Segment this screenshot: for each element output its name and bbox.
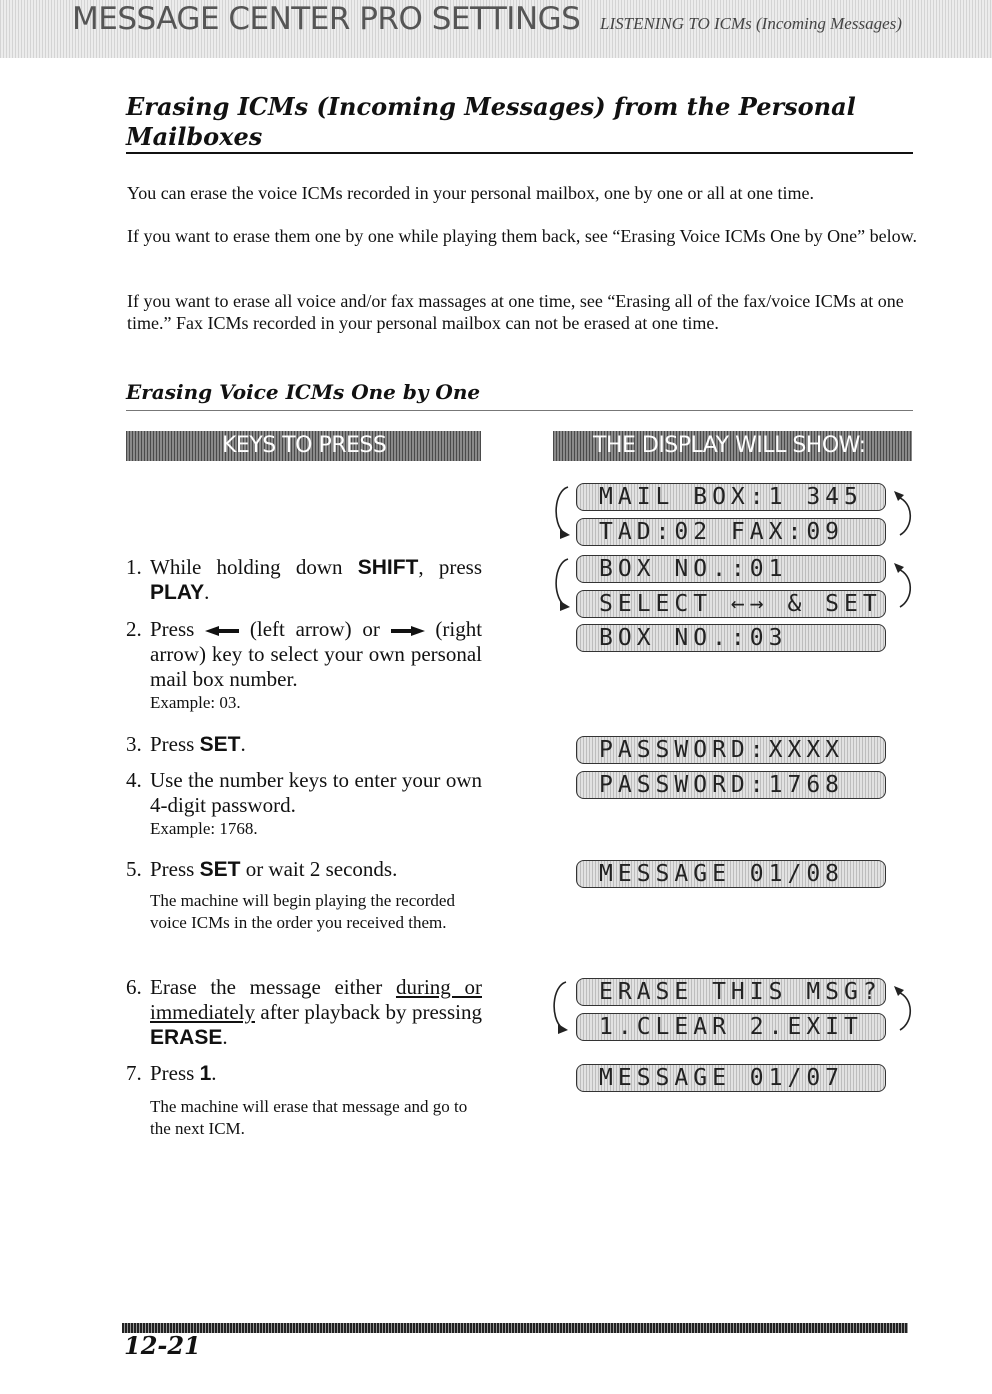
right-arrow-icon bbox=[391, 626, 425, 636]
step-1 bbox=[120, 555, 482, 605]
key-name: SHIFT bbox=[357, 556, 419, 579]
step-number: 6. bbox=[126, 975, 142, 999]
step-text: Erase the message either bbox=[150, 975, 396, 999]
key-name: 1 bbox=[199, 1062, 212, 1085]
subsection-title: Erasing Voice ICMs One by One bbox=[126, 380, 481, 404]
display-header-label: THE DISPLAY WILL SHOW: bbox=[593, 433, 866, 458]
cycle-arrow-right-icon bbox=[890, 555, 918, 619]
step-text: . bbox=[211, 1061, 217, 1085]
step-note: Example: 03. bbox=[150, 693, 241, 712]
key-name: SET bbox=[199, 858, 241, 881]
step-number: 5. bbox=[126, 857, 142, 881]
lcd-text: ERASE THIS MSG? bbox=[599, 979, 882, 1005]
step-text: Press bbox=[150, 617, 195, 641]
step-number: 7. bbox=[126, 1061, 142, 1085]
header-band bbox=[0, 0, 992, 58]
step-number: 3. bbox=[126, 732, 142, 756]
lcd-text: 1.CLEAR 2.EXIT bbox=[599, 1014, 863, 1040]
cycle-arrow-left-icon bbox=[548, 483, 574, 547]
lcd-display bbox=[576, 1013, 886, 1041]
lcd-text: BOX NO.:01 bbox=[599, 556, 788, 582]
lcd-text: BOX NO.:03 bbox=[599, 625, 788, 651]
step-text: (left arrow) or bbox=[249, 617, 380, 641]
lcd-text: TAD:02 FAX:09 bbox=[599, 519, 845, 545]
step-number: 4. bbox=[126, 768, 142, 792]
step-3 bbox=[120, 732, 482, 757]
header-subtitle: LISTENING TO ICMs (Incoming Messages) bbox=[600, 14, 902, 33]
lcd-text: MAIL BOX:1 345 bbox=[599, 484, 863, 510]
cycle-arrow-right-icon bbox=[890, 978, 918, 1042]
step-text: after playback by pressing bbox=[254, 1000, 482, 1024]
lcd-text: SELECT ←→ & SET bbox=[599, 591, 882, 617]
step-note: The machine will begin playing the recorded voice ICMs in the order you received them. bbox=[150, 891, 455, 932]
display-header bbox=[553, 431, 912, 461]
keys-header-label: KEYS TO PRESS bbox=[222, 433, 387, 458]
step-note: Example: 1768. bbox=[150, 819, 258, 838]
lcd-display bbox=[576, 555, 886, 583]
header-title: MESSAGE CENTER PRO SETTINGS bbox=[72, 1, 581, 37]
keys-to-press-header bbox=[126, 431, 481, 461]
step-text: . bbox=[204, 580, 210, 604]
step-text: . bbox=[222, 1025, 228, 1049]
cycle-arrow-left-icon bbox=[546, 978, 572, 1042]
step-6 bbox=[120, 975, 482, 1050]
section-title: Erasing ICMs (Incoming Messages) from the Personal Mailboxes bbox=[126, 92, 856, 151]
lcd-text: PASSWORD:1768 bbox=[599, 772, 845, 798]
cycle-arrow-right-icon bbox=[890, 483, 918, 547]
step-text-underlined: during or immediately bbox=[150, 975, 482, 1024]
step-text: Press bbox=[150, 1061, 200, 1085]
intro-paragraph-2: If you want to erase them one by one while playing them back, see “Erasing Voice ICMs One by One” below. bbox=[127, 226, 917, 246]
lcd-display bbox=[576, 860, 886, 888]
left-arrow-icon bbox=[205, 626, 239, 636]
lcd-display bbox=[576, 518, 886, 546]
step-text: , press bbox=[418, 555, 482, 579]
step-text: Use the number keys to enter your own 4-digit password. bbox=[150, 768, 482, 817]
step-text: (right arrow) key to select your own personal mail box number. bbox=[150, 617, 483, 691]
lcd-text: PASSWORD:XXXX bbox=[599, 737, 845, 763]
intro-paragraph-1: You can erase the voice ICMs recorded in your personal mailbox, one by one or all at one time. bbox=[127, 183, 814, 203]
lcd-display bbox=[576, 624, 886, 652]
subsection-divider bbox=[126, 410, 913, 411]
step-4 bbox=[120, 768, 482, 840]
key-name: SET bbox=[199, 733, 241, 756]
step-text: . bbox=[240, 732, 246, 756]
lcd-text: MESSAGE 01/08 bbox=[599, 861, 845, 887]
lcd-text: MESSAGE 01/07 bbox=[599, 1065, 845, 1091]
step-note: The machine will erase that message and go to the next ICM. bbox=[150, 1097, 468, 1138]
step-text: Press bbox=[150, 857, 200, 881]
lcd-display bbox=[576, 736, 886, 764]
lcd-display bbox=[576, 483, 886, 511]
key-name: ERASE bbox=[150, 1026, 223, 1049]
step-number: 2. bbox=[126, 617, 142, 641]
key-name: PLAY bbox=[150, 581, 205, 604]
step-2 bbox=[120, 617, 482, 714]
lcd-display bbox=[576, 590, 886, 618]
page-number: 12-21 bbox=[124, 1331, 201, 1360]
step-number: 1. bbox=[126, 555, 142, 579]
lcd-display bbox=[576, 1064, 886, 1092]
lcd-display bbox=[576, 978, 886, 1006]
intro-paragraph-3: If you want to erase all voice and/or fax massages at one time, see “Erasing all of the fax/voice ICMs at one time.” Fax ICMs recorded in your personal mailbox can not be erased at one time. bbox=[127, 291, 904, 333]
step-7 bbox=[120, 1061, 482, 1140]
lcd-display bbox=[576, 771, 886, 799]
step-text: or wait 2 seconds. bbox=[240, 857, 398, 881]
title-divider bbox=[126, 152, 913, 154]
step-text: While holding down bbox=[150, 555, 358, 579]
footer-bar bbox=[122, 1323, 908, 1333]
step-5 bbox=[120, 857, 482, 934]
cycle-arrow-left-icon bbox=[548, 555, 574, 619]
step-text: Press bbox=[150, 732, 200, 756]
